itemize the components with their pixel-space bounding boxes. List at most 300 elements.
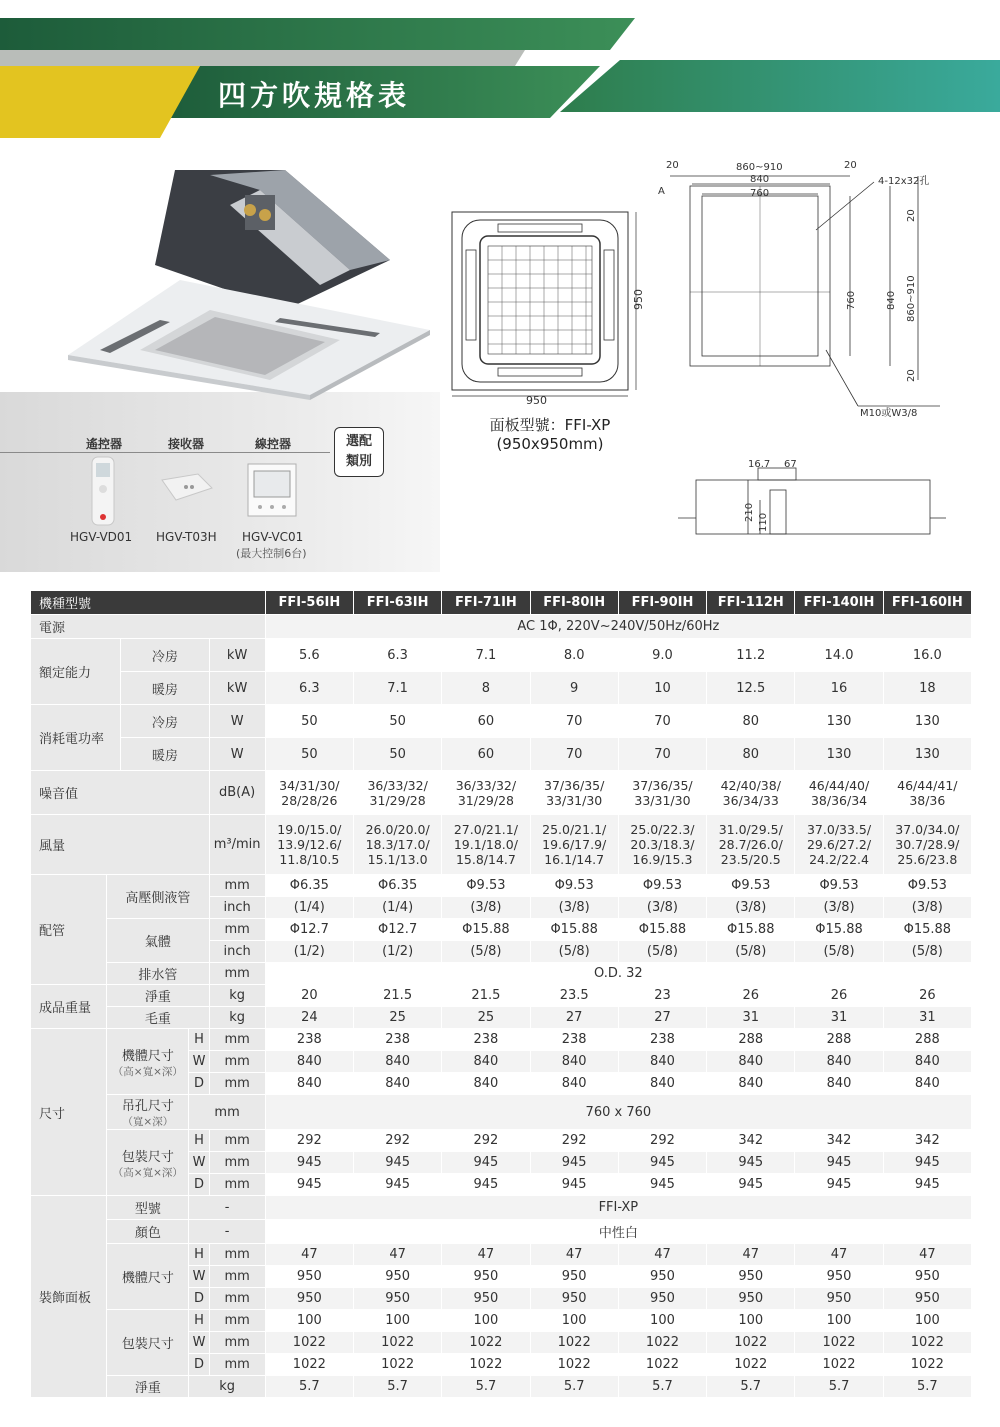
side-dim-20-top: 20 [906,209,917,222]
airflow-line: 20.3/18.3/ [630,837,695,852]
panel-pkg-d-value: 1022 [618,1354,706,1376]
pkg-d-value: 945 [707,1174,795,1196]
noise-line: 46/44/41/ [897,777,958,793]
net-weight-value: 23 [618,985,706,1007]
unit-kg: kg [189,1376,265,1398]
gas-pipe-label: 氣體 [107,919,209,963]
liquid-mm-value: Φ9.53 [707,875,795,897]
panel-pkg-w-value: 1022 [442,1332,530,1354]
panel-d-value: 950 [883,1288,971,1310]
dim-20-left: 20 [666,160,679,171]
noise-line: 38/36/34 [810,792,868,808]
pkg-w-value: 945 [795,1152,883,1174]
pkg-w-value: 945 [265,1152,353,1174]
body-h-value: 238 [353,1029,441,1051]
panel-h-value: 47 [530,1244,618,1266]
noise-line: 34/31/30/ [279,777,340,793]
unit-mm: mm [209,1051,265,1073]
consumption-cool-value: 130 [883,705,971,738]
panel-net-value: 5.7 [353,1376,441,1398]
noise-cell [530,771,618,815]
unit-mm: mm [189,1095,265,1130]
panel-w-value: 950 [795,1266,883,1288]
gas-inch-value: (1/2) [353,941,441,963]
drain-pipe-label: 排水管 [107,963,209,985]
liquid-mm-value: Φ9.53 [795,875,883,897]
body-size-title: 機體尺寸 [121,1048,174,1064]
wired-model-note: (最大控制6台) [236,547,307,560]
capacity-cool-value: 8.0 [530,639,618,672]
airflow-label: 風量 [31,815,210,875]
receiver-model: HGV-T03H [156,530,217,544]
noise-label: 噪音值 [31,771,210,815]
panel-pkg-h-value: 100 [530,1310,618,1332]
noise-cell [618,771,706,815]
noise-line: 37/36/35/ [544,777,605,793]
panel-w-value: 950 [883,1266,971,1288]
body-w-value: 840 [795,1051,883,1073]
body-w-value: 840 [530,1051,618,1073]
d-label: D [189,1354,209,1376]
pkg-w-value: 945 [353,1152,441,1174]
capacity-heat-row [31,672,972,705]
consumption-heat-value: 50 [353,738,441,771]
net-weight-value: 26 [707,985,795,1007]
unit-mm: mm [209,1266,265,1288]
hanger-size-title: 吊孔尺寸 [121,1099,174,1114]
panel-net-value: 5.7 [795,1376,883,1398]
model-label: 機種型號 [31,591,266,615]
gross-weight-value: 25 [442,1007,530,1029]
remote-control-icon [88,455,118,527]
unit-mm: mm [209,1152,265,1174]
body-h-value: 238 [530,1029,618,1051]
panel-h-value: 47 [265,1244,353,1266]
model-row [31,591,972,615]
liquid-pipe-label: 高壓側液管 [107,875,209,919]
consumption-heat-value: 50 [265,738,353,771]
airflow-cell [530,815,618,875]
cooling-label: 冷房 [121,639,209,672]
option-box-line1: 選配 [345,434,372,449]
gas-inch-value: (5/8) [442,941,530,963]
w-label: W [189,1051,209,1073]
model-name: FFI-56IH [265,591,353,615]
gross-weight-value: 24 [265,1007,353,1029]
banner-graphic [0,0,1000,150]
airflow-line: 16.1/14.7 [544,852,605,867]
gross-weight-value: 27 [530,1007,618,1029]
panel-pkg-d-value: 1022 [795,1354,883,1376]
panel-net-value: 5.7 [265,1376,353,1398]
airflow-line: 37.0/33.5/ [806,822,872,837]
panel-pkg-h-row [31,1310,972,1332]
panel-pkg-w-value: 1022 [707,1332,795,1354]
h-label: H [189,1130,209,1152]
section-a-marker: A [658,186,665,197]
gas-mm-value: Φ15.88 [795,919,883,941]
panel-pkg-d-value: 1022 [707,1354,795,1376]
gas-mm-value: Φ15.88 [883,919,971,941]
cassette-unit-image [60,150,440,400]
consumption-cool-value: 70 [618,705,706,738]
panel-pkg-d-value: 1022 [883,1354,971,1376]
model-name: FFI-140IH [795,591,883,615]
airflow-row [31,815,972,875]
capacity-heat-value: 7.1 [353,672,441,705]
liquid-mm-value: Φ6.35 [265,875,353,897]
noise-line: 36/34/33 [722,792,779,808]
body-h-row [31,1029,972,1051]
noise-cell [265,771,353,815]
capacity-heat-value: 6.3 [265,672,353,705]
panel-d-value: 950 [795,1288,883,1310]
unit-mm: mm [209,1130,265,1152]
option-type-box [334,427,384,477]
capacity-heat-value: 9 [530,672,618,705]
noise-cell [795,771,883,815]
noise-line: 46/44/40/ [808,777,870,793]
hanger-size-label [107,1095,189,1130]
panel-caption [470,416,630,454]
panel-w-value: 950 [265,1266,353,1288]
body-w-value: 840 [353,1051,441,1073]
unit-w: W [209,738,265,771]
panel-net-value: 5.7 [618,1376,706,1398]
dim-210: 210 [744,502,755,522]
panel-h-value: 47 [795,1244,883,1266]
consumption-cool-value: 50 [265,705,353,738]
consumption-heat-value: 130 [795,738,883,771]
net-weight-value: 20 [265,985,353,1007]
unit-inch: inch [209,897,265,919]
side-dim-860-910: 860~910 [906,275,917,322]
airflow-line: 16.9/15.3 [632,852,693,867]
panel-d-value: 950 [442,1288,530,1310]
capacity-cool-row [31,639,972,672]
consumption-cool-value: 80 [707,705,795,738]
unit-mm: mm [209,1029,265,1051]
side-dim-20-bottom: 20 [906,369,917,382]
panel-pkg-h-value: 100 [353,1310,441,1332]
unit-mm: mm [209,919,265,941]
gas-inch-value: (5/8) [530,941,618,963]
body-w-value: 840 [618,1051,706,1073]
gross-weight-row [31,1007,972,1029]
package-size-label [107,1130,189,1196]
panel-pkg-h-value: 100 [795,1310,883,1332]
gas-inch-value: (5/8) [618,941,706,963]
pkg-h-value: 292 [353,1130,441,1152]
pkg-w-value: 945 [707,1152,795,1174]
unit-kg: kg [209,1007,265,1029]
unit-kg: kg [209,985,265,1007]
piping-label: 配管 [31,875,107,985]
panel-h-value: 47 [707,1244,795,1266]
cooling-label: 冷房 [121,705,209,738]
panel-pkg-d-value: 1022 [530,1354,618,1376]
pkg-d-value: 945 [530,1174,618,1196]
airflow-line: 26.0/20.0/ [365,822,430,837]
liquid-inch-value: (1/4) [353,897,441,919]
panel-type-value: FFI-XP [265,1196,971,1220]
side-dim-760: 760 [846,290,857,310]
liquid-mm-value: Φ6.35 [353,875,441,897]
pkg-h-row [31,1130,972,1152]
pkg-d-value: 945 [265,1174,353,1196]
capacity-heat-value: 8 [442,672,530,705]
airflow-cell [442,815,530,875]
panel-pkg-d-value: 1022 [353,1354,441,1376]
panel-net-value: 5.7 [530,1376,618,1398]
panel-height-label: 950 [632,289,645,310]
power-label: 電源 [31,615,266,639]
panel-net-label: 淨重 [107,1376,189,1398]
capacity-cool-value: 16.0 [883,639,971,672]
panel-w-value: 950 [353,1266,441,1288]
w-label: W [189,1266,209,1288]
h-label: H [189,1244,209,1266]
w-label: W [189,1152,209,1174]
gas-mm-row [31,919,972,941]
net-weight-label: 淨重 [107,985,209,1007]
net-weight-value: 26 [883,985,971,1007]
liquid-mm-value: Φ9.53 [618,875,706,897]
consumption-heat-value: 70 [530,738,618,771]
d-label: D [189,1174,209,1196]
liquid-inch-value: (3/8) [618,897,706,919]
noise-line: 31/29/28 [369,792,426,808]
header-banner [0,0,1000,150]
capacity-cool-value: 5.6 [265,639,353,672]
pkg-w-value: 945 [442,1152,530,1174]
pkg-d-value: 945 [618,1174,706,1196]
body-w-value: 840 [442,1051,530,1073]
panel-h-value: 47 [442,1244,530,1266]
unit-mm: mm [209,1354,265,1376]
panel-w-value: 950 [618,1266,706,1288]
gas-mm-value: Φ15.88 [530,919,618,941]
dim-860-910: 860~910 [736,162,783,173]
panel-width-label: 950 [526,394,547,407]
d-label: D [189,1288,209,1310]
accessory-divider [0,452,330,453]
net-weight-value: 23.5 [530,985,618,1007]
body-h-value: 238 [442,1029,530,1051]
remote-model: HGV-VD01 [70,530,133,544]
hanger-size-note: （寬×深） [122,1116,174,1128]
body-h-value: 288 [795,1029,883,1051]
panel-net-value: 5.7 [883,1376,971,1398]
capacity-heat-value: 12.5 [707,672,795,705]
noise-cell [353,771,441,815]
noise-cell [442,771,530,815]
gas-mm-value: Φ15.88 [618,919,706,941]
unit-side-view [678,468,946,534]
unit-mm: mm [209,875,265,897]
noise-cell [707,771,795,815]
airflow-cell [353,815,441,875]
liquid-mm-value: Φ9.53 [883,875,971,897]
airflow-line: 29.6/27.2/ [806,837,872,852]
receiver-icon [158,470,214,506]
panel-w-value: 950 [442,1266,530,1288]
capacity-heat-value: 16 [795,672,883,705]
panel-d-value: 950 [618,1288,706,1310]
airflow-cell [883,815,971,875]
drain-row [31,963,972,985]
wired-controller-icon [246,462,298,518]
h-label: H [189,1310,209,1332]
airflow-line: 15.8/14.7 [455,852,516,867]
panel-color-value: 中性白 [265,1220,971,1244]
d-label: D [189,1073,209,1095]
panel-net-value: 5.7 [707,1376,795,1398]
unit-kw: kW [209,639,265,672]
airflow-line: 37.0/34.0/ [895,822,960,837]
body-w-value: 840 [265,1051,353,1073]
capacity-cool-value: 6.3 [353,639,441,672]
wired-model: HGV-VC01 [242,530,304,544]
airflow-line: 25.6/23.8 [897,852,958,867]
gas-inch-value: (1/2) [265,941,353,963]
gross-weight-value: 31 [707,1007,795,1029]
pkg-w-value: 945 [618,1152,706,1174]
body-d-value: 840 [707,1073,795,1095]
pkg-h-value: 292 [442,1130,530,1152]
body-d-value: 840 [618,1073,706,1095]
type-label: 型號 [107,1196,189,1220]
body-h-value: 238 [265,1029,353,1051]
gas-mm-value: Φ12.7 [353,919,441,941]
package-size-note: （高×寬×深） [112,1166,183,1179]
dash: - [189,1196,265,1220]
unit-mm: mm [209,1288,265,1310]
airflow-cell [707,815,795,875]
panel-d-value: 950 [530,1288,618,1310]
airflow-line: 19.6/17.9/ [542,837,607,852]
panel-body-size-label: 機體尺寸 [107,1244,189,1310]
airflow-cell [618,815,706,875]
panel-pkg-h-value: 100 [265,1310,353,1332]
panel-h-value: 47 [883,1244,971,1266]
panel-pkg-h-value: 100 [707,1310,795,1332]
consumption-cool-value: 60 [442,705,530,738]
liquid-inch-value: (1/4) [265,897,353,919]
panel-pkg-h-value: 100 [442,1310,530,1332]
airflow-line: 23.5/20.5 [720,852,781,867]
noise-line: 36/33/32/ [455,777,517,793]
unit-mm: mm [209,1174,265,1196]
noise-line: 36/33/32/ [367,777,428,793]
liquid-inch-value: (3/8) [883,897,971,919]
dim-67: 67 [784,459,797,470]
gross-weight-value: 31 [883,1007,971,1029]
airflow-line: 31.0/29.5/ [718,822,783,837]
airflow-line: 25.0/22.3/ [630,822,695,837]
gross-weight-value: 25 [353,1007,441,1029]
gas-mm-value: Φ15.88 [707,919,795,941]
pkg-d-value: 945 [795,1174,883,1196]
gas-mm-value: Φ15.88 [442,919,530,941]
panel-h-value: 47 [353,1244,441,1266]
noise-cell [883,771,971,815]
remote-label: 遙控器 [86,437,123,451]
color-label: 顏色 [107,1220,189,1244]
noise-line: 33/31/30 [546,792,603,808]
consumption-heat-value: 70 [618,738,706,771]
panel-pkg-h-value: 100 [618,1310,706,1332]
consumption-heat-value: 80 [707,738,795,771]
w-label: W [189,1332,209,1354]
noise-line: 38/36 [909,792,946,808]
panel-h-row [31,1244,972,1266]
unit-plan-view [670,176,940,406]
dim-20-right: 20 [844,160,857,171]
heating-label: 暖房 [121,672,209,705]
unit-mm: mm [209,1244,265,1266]
pkg-h-value: 342 [795,1130,883,1152]
accessory-band [0,392,440,572]
liquid-inch-value: (3/8) [442,897,530,919]
body-d-value: 840 [795,1073,883,1095]
panel-d-value: 950 [265,1288,353,1310]
noise-line: 31/29/28 [457,792,514,808]
liquid-inch-value: (3/8) [707,897,795,919]
liquid-mm-value: Φ9.53 [530,875,618,897]
weight-label: 成品重量 [31,985,107,1029]
capacity-heat-value: 18 [883,672,971,705]
unit-mm: mm [209,1073,265,1095]
consumption-cool-row [31,705,972,738]
spec-table [30,590,972,1398]
net-weight-value: 26 [795,985,883,1007]
body-w-value: 840 [883,1051,971,1073]
panel-pkg-w-value: 1022 [618,1332,706,1354]
technical-drawings [440,150,1000,550]
panel-pkg-w-value: 1022 [795,1332,883,1354]
net-weight-value: 21.5 [442,985,530,1007]
net-weight-row [31,985,972,1007]
airflow-line: 30.7/28.9/ [895,837,960,852]
panel-d-value: 950 [707,1288,795,1310]
body-d-value: 840 [353,1073,441,1095]
panel-w-value: 950 [530,1266,618,1288]
pkg-w-value: 945 [530,1152,618,1174]
body-h-value: 288 [883,1029,971,1051]
pkg-h-value: 292 [530,1130,618,1152]
panel-pkg-w-value: 1022 [530,1332,618,1354]
panel-front-view [452,212,636,396]
net-weight-value: 21.5 [353,985,441,1007]
airflow-line: 27.0/21.1/ [453,822,518,837]
body-size-note: （高×寬×深） [112,1065,183,1078]
body-w-value: 840 [707,1051,795,1073]
noise-line: 28/28/26 [281,792,338,808]
airflow-line: 28.7/26.0/ [718,837,783,852]
noise-line: 37/36/35/ [632,777,693,793]
airflow-line: 13.9/12.6/ [277,837,342,852]
option-box-line2: 類別 [345,454,372,469]
pkg-h-value: 292 [265,1130,353,1152]
panel-pkg-h-value: 100 [883,1310,971,1332]
wired-controller-label: 線控器 [255,437,292,451]
pkg-h-value: 292 [618,1130,706,1152]
liquid-mm-value: Φ9.53 [442,875,530,897]
body-d-value: 840 [265,1073,353,1095]
capacity-heat-value: 10 [618,672,706,705]
pkg-h-value: 342 [707,1130,795,1152]
